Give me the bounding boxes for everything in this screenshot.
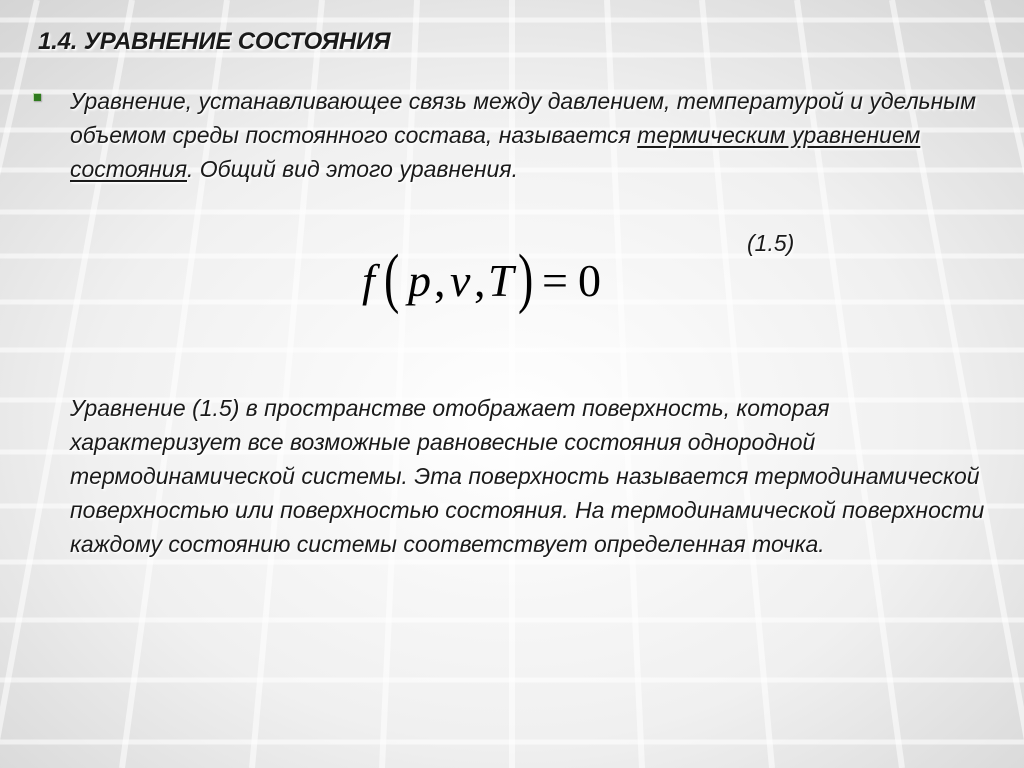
formula-comma-2: , <box>474 255 486 306</box>
formula-var-v: v <box>450 255 471 306</box>
definition-text-end: . Общий вид этого уравнения. <box>187 156 518 182</box>
formula-var-T: T <box>488 255 514 306</box>
formula-rhs-zero: 0 <box>578 255 601 306</box>
formula-var-p: p <box>408 255 431 306</box>
slide-title: 1.4. УРАВНЕНИЕ СОСТОЯНИЯ <box>38 28 391 55</box>
equation-number: (1.5) <box>747 230 795 256</box>
formula-comma-1: , <box>434 255 446 306</box>
formula-close-paren: ) <box>518 246 534 316</box>
term-thermal-equation: термическим уравнением состояния <box>70 122 921 182</box>
definition-text-start: Уравнение, устанавливающее связь между давлением, температурой и удельным объемом среды постоянного состава, называется <box>70 88 976 148</box>
formula-open-paren: ( <box>384 246 400 316</box>
surface-paragraph: Уравнение (1.5) в пространстве отображает поверхность, которая характеризует все возможные равновесные состояния однородной термодинамической системы. Эта поверхность называется термодинамической поверхностью или поверхностью состояния. На термодинамической поверхности каждому состоянию системы соответствует определенная точка. <box>70 395 985 557</box>
equation-of-state-formula <box>358 246 618 316</box>
formula-function-f: f <box>362 255 375 306</box>
square-bullet-icon <box>33 93 41 101</box>
definition-paragraph <box>70 84 1000 186</box>
formula-equals: = <box>542 255 568 306</box>
